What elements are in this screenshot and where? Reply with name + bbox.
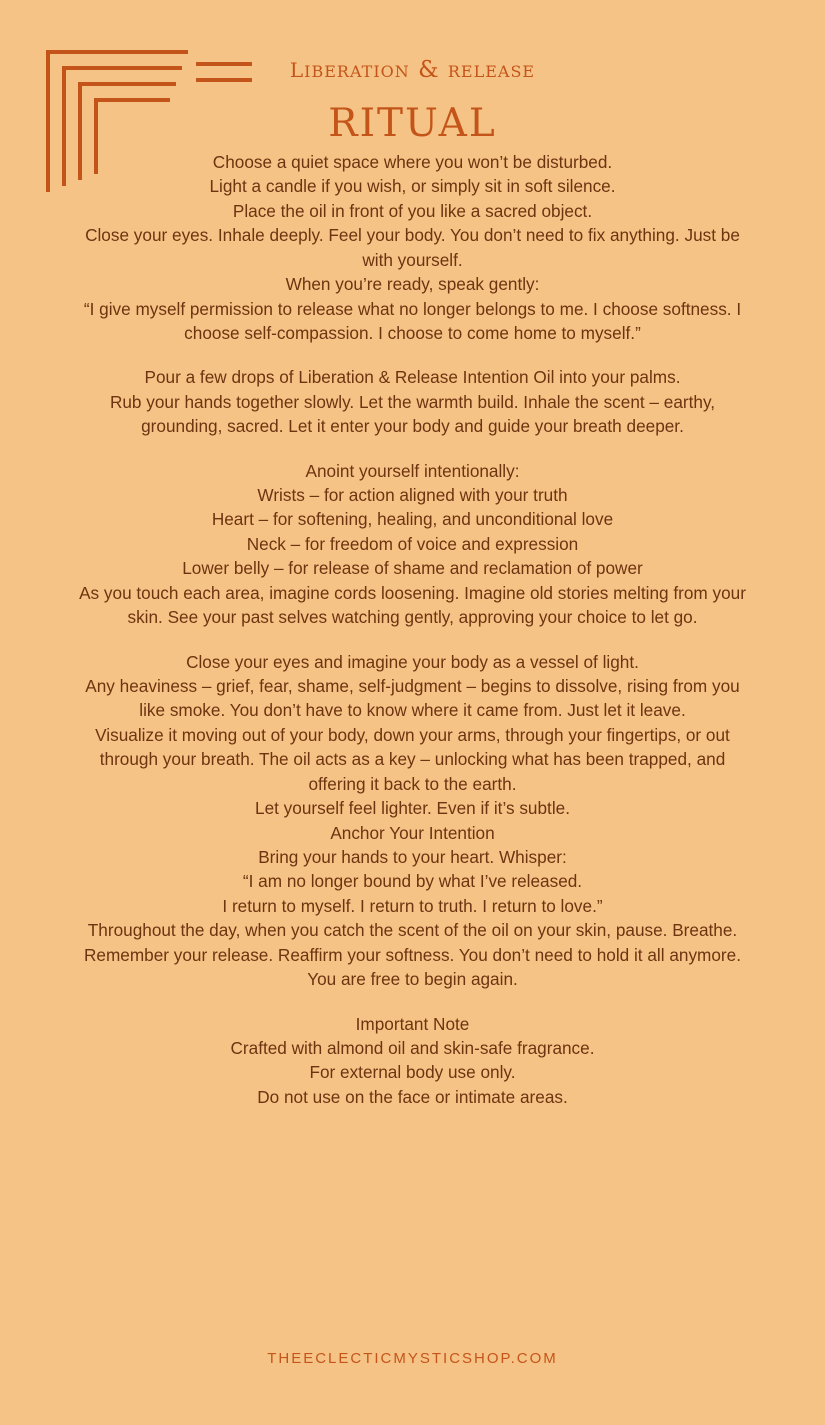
prepare-block [78, 150, 747, 345]
body-line: “I am no longer bound by what I’ve released. [242, 871, 583, 892]
body-line: Let yourself feel lighter. Even if it’s subtle. [255, 798, 570, 819]
body-line: You are free to begin again. [307, 969, 518, 990]
card-header [0, 51, 825, 150]
ritual-body [78, 150, 747, 1109]
body-line: Visualize it moving out of your body, down your arms, through your fingertips, or out through your breath. The oil acts as a key – unlocking what has been trapped, and offering it back to the earth. [95, 724, 730, 794]
body-line: Anoint yourself intentionally: [305, 460, 520, 481]
body-line: Heart – for softening, healing, and unconditional love [211, 509, 614, 530]
body-line: When you’re ready, speak gently: [285, 274, 540, 295]
body-line: Throughout the day, when you catch the scent of the oil on your skin, pause. Breathe. Remember your release. Reaffirm your softness. You don’t need to hold it all anymore. [84, 920, 741, 965]
release-block [78, 650, 747, 992]
body-line: Important Note [355, 1013, 470, 1034]
body-line: Neck – for freedom of voice and expression [246, 533, 579, 554]
body-line: Place the oil in front of you like a sacred object. [232, 200, 593, 221]
body-line: As you touch each area, imagine cords loosening. Imagine old stories melting from your skin. See your past selves watching gently, approving your choice to let go. [79, 582, 746, 628]
body-line: Lower belly – for release of shame and reclamation of power [182, 558, 643, 579]
body-line: Do not use on the face or intimate areas. [257, 1086, 568, 1107]
body-line: Close your eyes. Inhale deeply. Feel your body. You don’t need to fix anything. Just be with yourself. [85, 225, 740, 270]
eyebrow-title: liberation & release [289, 51, 536, 84]
body-line: Rub your hands together slowly. Let the warmth build. Inhale the scent – earthy, grounding, sacred. Let it enter your body and guide your breath deeper. [109, 391, 716, 437]
body-line: For external body use only. [309, 1062, 516, 1083]
body-line: Any heaviness – grief, fear, shame, self-judgment – begins to dissolve, rising from you like smoke. You don’t have to know where it came from. Just let it leave. [85, 676, 740, 721]
body-line: I return to myself. I return to truth. I return to love.” [222, 895, 603, 916]
body-line: Pour a few drops of Liberation & Release Intention Oil into your palms. [144, 367, 681, 388]
footer-website-url: THEECLECTICMYSTICSHOP.COM [267, 1350, 558, 1367]
body-line: Anchor Your Intention [330, 822, 495, 843]
body-line: Wrists – for action aligned with your truth [257, 485, 568, 506]
page-title: ritual [328, 85, 497, 150]
body-line: Light a candle if you wish, or simply sit in soft silence. [209, 176, 616, 197]
anointing-block [78, 459, 747, 630]
body-line: Bring your hands to your heart. Whisper: [258, 846, 567, 867]
body-line: Crafted with almond oil and skin-safe fragrance. [230, 1037, 595, 1058]
important-note-block [78, 1012, 747, 1110]
oil-application-block [78, 365, 747, 438]
body-line: Choose a quiet space where you won’t be disturbed. [212, 152, 613, 172]
body-line: Close your eyes and imagine your body as a vessel of light. [186, 651, 639, 672]
body-line: “I give myself permission to release what no longer belongs to me. I choose softness. I choose self-compassion. I choose to come home to myself.” [83, 298, 742, 343]
